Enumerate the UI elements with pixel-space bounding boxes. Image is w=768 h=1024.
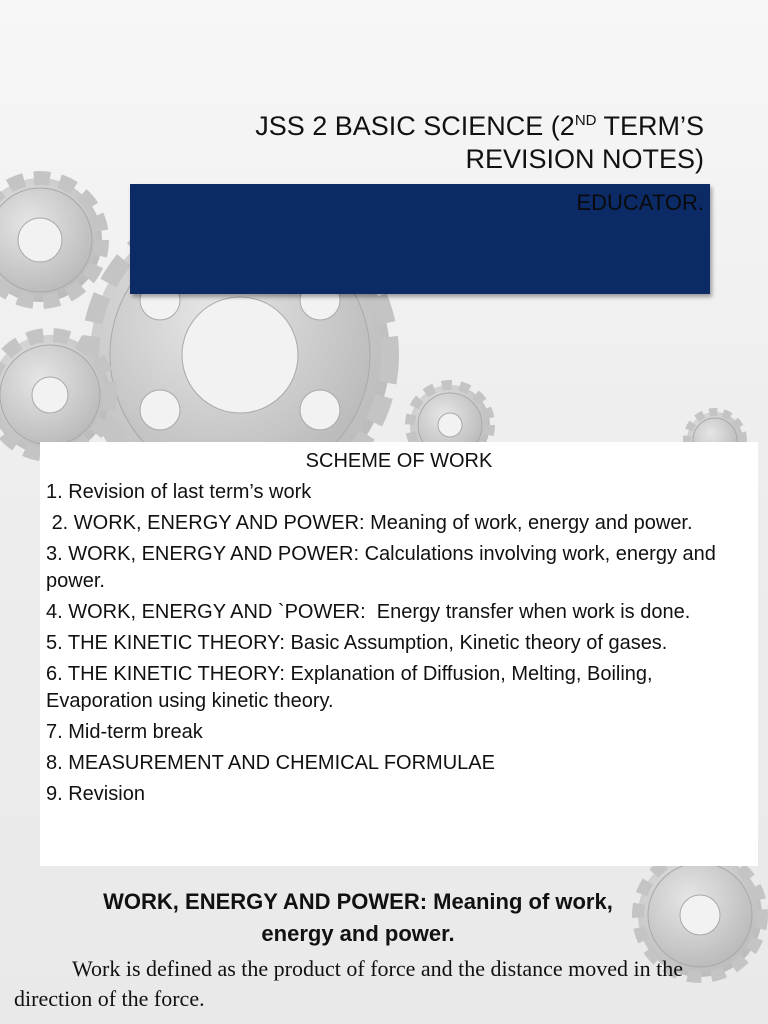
list-item: 7. Mid-term break [46,721,203,743]
definition-paragraph: Work is defined as the product of force and the distance moved in the direction of the force. [14,956,683,1011]
subtitle: EDUCATOR. [576,190,704,215]
page-title-line1: JSS 2 BASIC SCIENCE (2ND TERM’S [255,111,704,141]
section-heading-line1: WORK, ENERGY AND POWER: Meaning of work, [103,889,613,914]
list-item: 2. WORK, ENERGY AND POWER: Meaning of work, energy and power. [46,512,693,534]
scheme-title: SCHEME OF WORK [305,450,493,472]
list-item: 5. THE KINETIC THEORY: Basic Assumption, Kinetic theory of gases. [46,632,668,654]
list-item: 3. WORK, ENERGY AND POWER: Calculations involving work, energy and power. [46,543,716,592]
page-title-line2: REVISION NOTES) [465,144,704,174]
list-item: 1. Revision of last term’s work [46,481,312,503]
list-item: 6. THE KINETIC THEORY: Explanation of Diffusion, Melting, Boiling, Evaporation using kinetic theory. [46,663,653,712]
scheme-of-work-panel [40,442,758,866]
section-heading [40,886,676,950]
section-heading-line2: energy and power. [261,921,455,946]
list-item: 8. MEASUREMENT AND CHEMICAL FORMULAE [46,752,495,774]
title-banner [130,184,710,294]
gear-icon [0,178,102,302]
list-item: 9. Revision [46,783,145,805]
page-title [104,110,704,176]
list-item: 4. WORK, ENERGY AND `POWER: Energy transfer when work is done. [46,601,691,623]
